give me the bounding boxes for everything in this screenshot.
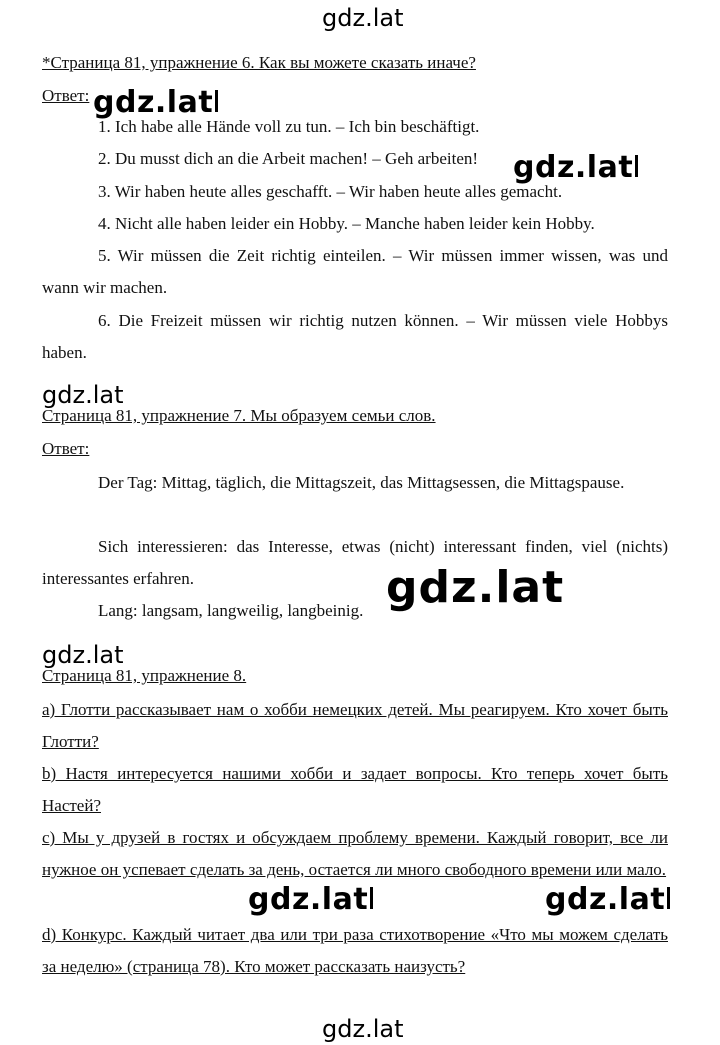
watermark-top: gdz.lat [322, 4, 404, 32]
ex6-heading: *Страница 81, упражнение 6. Как вы можете сказать иначе? [42, 53, 476, 72]
ex8-item-b: b) Настя интересуется нашими хобби и задает вопросы. Кто теперь хочет быть Настей? [42, 764, 668, 815]
watermark-ex7-large: gdz.lat [386, 566, 567, 610]
watermark-ex8-left: gdz.lat [248, 885, 373, 915]
ex6-item-4: 4. Nicht alle haben leider ein Hobby. – Manche haben leider kein Hobby. [98, 214, 595, 233]
watermark-ex6-answer: gdz.lat [93, 88, 218, 118]
ex7-heading: Страница 81, упражнение 7. Мы образуем семьи слов. [42, 406, 436, 425]
watermark-ex8: gdz.lat [42, 641, 124, 669]
ex6-item-5: 5. Wir müssen die Zeit richtig einteilen. – Wir müssen immer wissen, was und wann wir machen. [42, 246, 668, 297]
ex8-item-a: a) Глотти рассказывает нам о хобби немецких детей. Мы реагируем. Кто хочет быть Глотти? [42, 700, 668, 751]
watermark-ex6-item2: gdz.lat [513, 153, 638, 183]
watermark-bottom: gdz.lat [322, 1015, 404, 1043]
ex6-item-2: 2. Du musst dich an die Arbeit machen! – Geh arbeiten! [98, 149, 479, 168]
ex7-item-1: Der Tag: Mittag, täglich, die Mittagszeit, das Mittagsessen, die Mittagspause. [98, 473, 625, 492]
ex6-item-3: 3. Wir haben heute alles geschafft. – Wir haben heute alles gemacht. [98, 182, 563, 201]
ex7-answer-label: Ответ: [42, 439, 90, 458]
ex8-item-c: c) Мы у друзей в гостях и обсуждаем проблему времени. Каждый говорит, все ли нужное он успевает сделать за день, остается ли много свободного времени или мало. [42, 828, 668, 879]
watermark-ex8-right: gdz.lat [545, 885, 670, 915]
ex6-item-1: 1. Ich habe alle Hände voll zu tun. – Ich bin beschäftigt. [98, 117, 480, 136]
ex6-answer-label: Ответ: [42, 86, 90, 105]
ex7-item-2: Sich interessieren: das Interesse, etwas (nicht) interessant finden, viel (nichts) interessantes erfahren. [42, 537, 668, 588]
ex6-item-6: 6. Die Freizeit müssen wir richtig nutzen können. – Wir müssen viele Hobbys haben. [42, 311, 668, 362]
ex7-item-3: Lang: langsam, langweilig, langbeinig. [98, 601, 364, 620]
watermark-ex7: gdz.lat [42, 381, 124, 409]
ex8-item-d: d) Конкурс. Каждый читает два или три раза стихотворение «Что мы можем сделать за неделю» (страница 78). Кто может рассказать наизусть? [42, 925, 668, 976]
ex8-heading: Страница 81, упражнение 8. [42, 666, 247, 685]
